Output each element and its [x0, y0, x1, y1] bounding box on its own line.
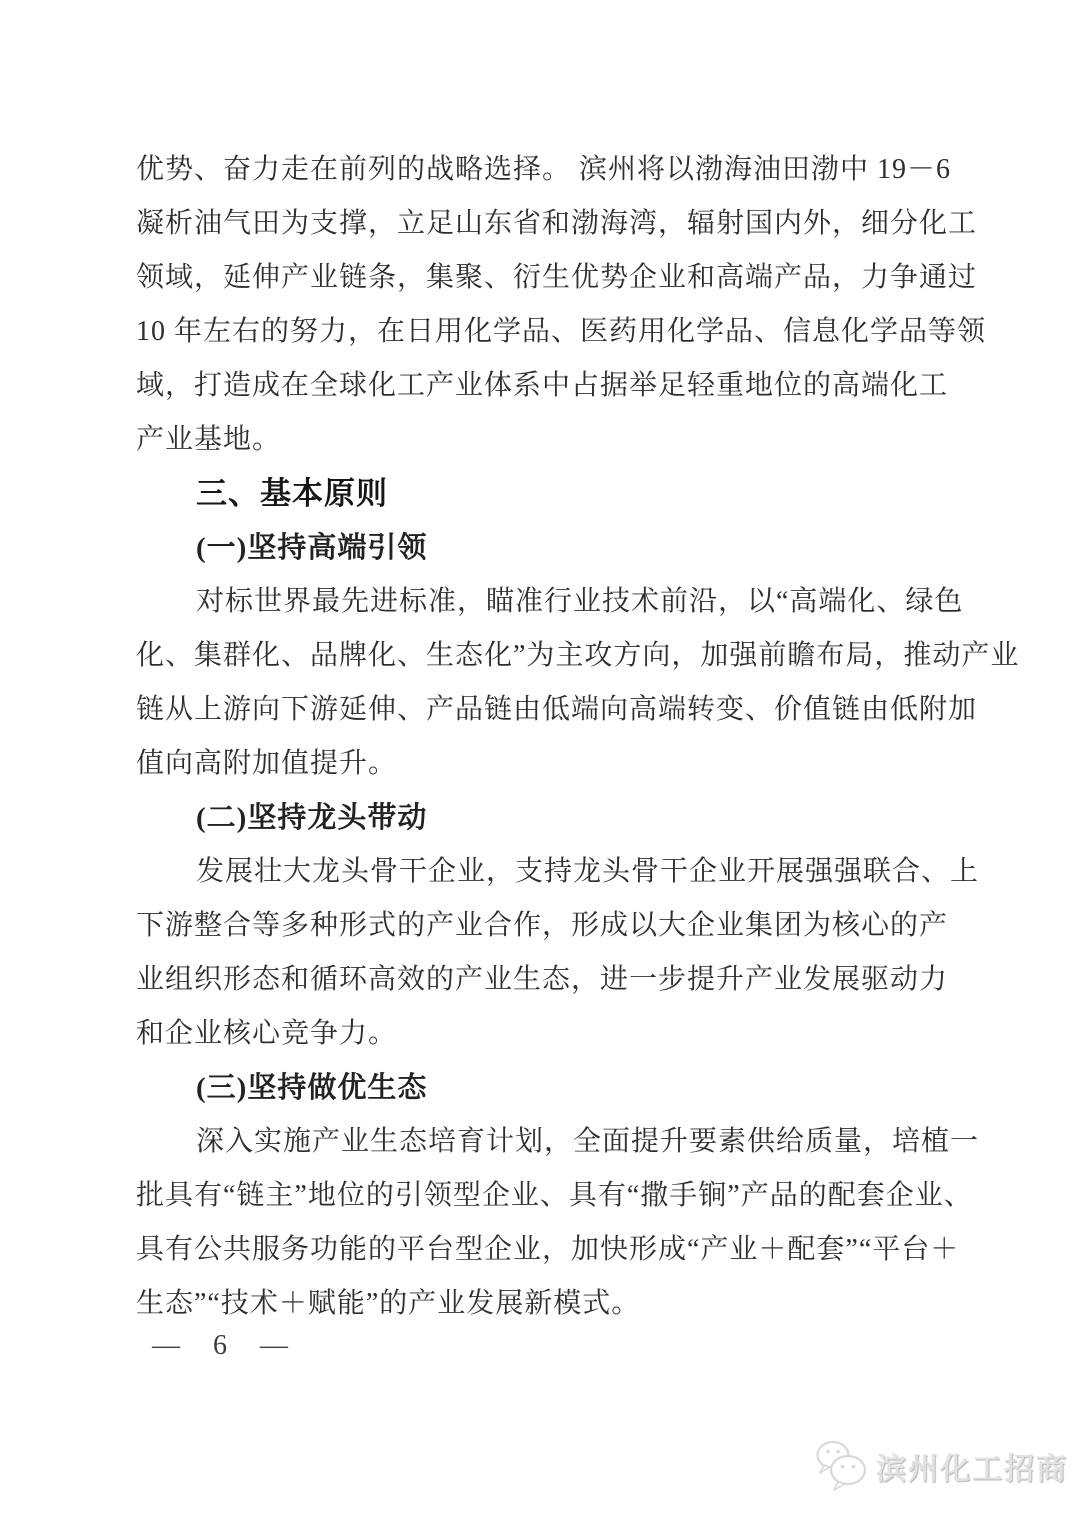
section-heading: 三、基本原则 [196, 476, 388, 511]
subsection-heading-3: (三)坚持做优生态 [196, 1072, 428, 1104]
body-line: 值向高附加值提升。 [136, 748, 398, 779]
body-line: 优势、奋力走在前列的战略选择。 滨州将以渤海油田渤中 19－6 [136, 154, 952, 185]
document-body [136, 143, 1020, 1331]
body-line: 产业基地。 [136, 424, 282, 455]
body-line: 业组织形态和循环高效的产业生态，进一步提升产业发展驱动力 [136, 964, 949, 995]
body-line: 深入实施产业生态培育计划，全面提升要素供给质量，培植一 [196, 1126, 980, 1157]
subsection-heading-2: (二)坚持龙头带动 [196, 802, 428, 834]
body-line: 对标世界最先进标准，瞄准行业技术前沿，以“高端化、绿色 [196, 586, 964, 617]
body-line: 批具有“链主”地位的引领型企业、具有“撒手锏”产品的配套企业、 [136, 1180, 973, 1211]
body-line: 域，打造成在全球化工产业体系中占据举足轻重地位的高端化工 [136, 370, 949, 401]
body-line: 发展壮大龙头骨干企业，支持龙头骨干企业开展强强联合、上 [196, 856, 980, 887]
page-number: — 6 — [152, 1330, 301, 1361]
body-line: 链从上游向下游延伸、产品链由低端向高端转变、价值链由低附加 [136, 694, 978, 725]
body-line: 10 年左右的努力，在日用化学品、医药用化学品、信息化学品等领 [136, 316, 987, 347]
body-line: 领域，延伸产业链条，集聚、衍生优势企业和高端产品，力争通过 [136, 262, 978, 293]
body-line: 下游整合等多种形式的产业合作，形成以大企业集团为核心的产 [136, 910, 949, 941]
subsection-heading-1: (一)坚持高端引领 [196, 532, 428, 564]
body-line: 具有公共服务功能的平台型企业，加快形成“产业＋配套”“平台＋ [136, 1234, 960, 1265]
body-line: 化、集群化、品牌化、生态化”为主攻方向，加强前瞻布局，推动产业 [136, 640, 1020, 671]
watermark [812, 1438, 1068, 1494]
body-line: 凝析油气田为支撑，立足山东省和渤海湾，辐射国内外，细分化工 [136, 208, 978, 239]
watermark-text: 滨州化工招商 [876, 1453, 1068, 1486]
wechat-icon [812, 1438, 870, 1494]
body-line: 生态”“技术＋赋能”的产业发展新模式。 [136, 1288, 641, 1319]
body-line: 和企业核心竞争力。 [136, 1018, 398, 1049]
